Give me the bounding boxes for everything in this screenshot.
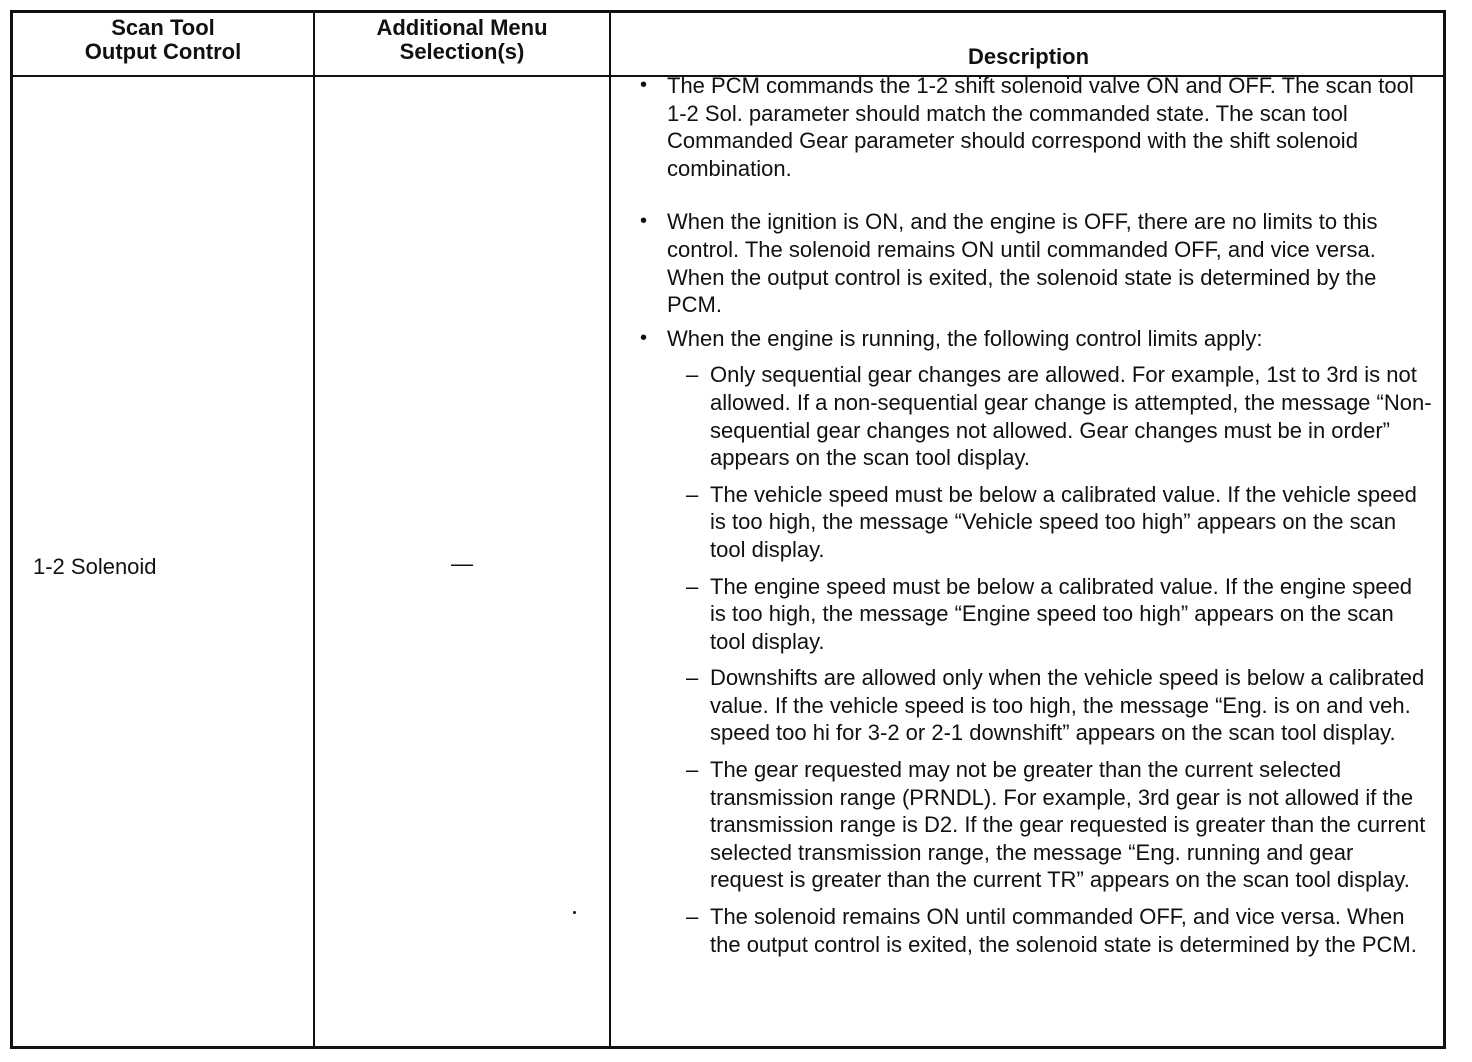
header-description [611,13,1446,75]
header-line: Output Control [84,39,242,64]
description-sub-item: – The solenoid remains ON until commanded OFF, and vice versa. When the output control is exited, the solenoid state is determined by the PCM. [640,903,1432,958]
header-line: Selection(s) [399,39,525,64]
output-control-cell: 1-2 Solenoid [33,554,157,579]
stray-mark [573,911,576,914]
description-sub-item: – The vehicle speed must be below a calibrated value. If the vehicle speed is too high, the message “Vehicle speed too high” appears on the scan tool display. [640,481,1432,564]
column-divider-1 [313,13,315,1046]
description-sub-item: – The gear requested may not be greater than the current selected transmission range (PRNDL). For example, 3rd gear is not allowed if the transmission range is D2. If the gear requested is greater than the current selected transmission range, the message “Eng. running and gear request is greater than the current TR” appears on the scan tool display. [640,756,1432,894]
description-bullet: • When the ignition is ON, and the engine is OFF, there are no limits to this control. The solenoid remains ON until commanded OFF, and vice versa. When the output control is exited, the solenoid state is determined by the PCM. [640,208,1432,318]
description-sub-item: – Downshifts are allowed only when the vehicle speed is below a calibrated value. If the vehicle speed is too high, the message “Eng. is on and veh. speed too hi for 3-2 or 2-1 downshift” appears on the scan tool display. [640,664,1432,747]
description-cell [640,72,1432,958]
description-bullet: • When the engine is running, the following control limits apply: [640,325,1432,353]
description-sub-item: – The engine speed must be below a calibrated value. If the engine speed is too high, the message “Engine speed too high” appears on the scan tool display. [640,573,1432,656]
column-divider-2 [609,13,611,1046]
header-line: Description [967,44,1090,69]
header-additional-menu-selections [313,13,611,75]
menu-selection-cell: — [451,551,473,576]
description-sub-item: – Only sequential gear changes are allowed. For example, 1st to 3rd is not allowed. If a non-sequential gear change is attempted, the message “Non-sequential gear changes not allowed. Gear changes must be in order” appears on the scan tool display. [640,361,1432,471]
description-bullet: • The PCM commands the 1-2 shift solenoid valve ON and OFF. The scan tool 1-2 Sol. parameter should match the commanded state. The scan tool Commanded Gear parameter should correspond with the shift solenoid combination. [640,72,1432,182]
header-line: Additional Menu [376,15,548,40]
header-line: Scan Tool [111,15,215,40]
header-scan-tool-output-control [13,13,313,75]
